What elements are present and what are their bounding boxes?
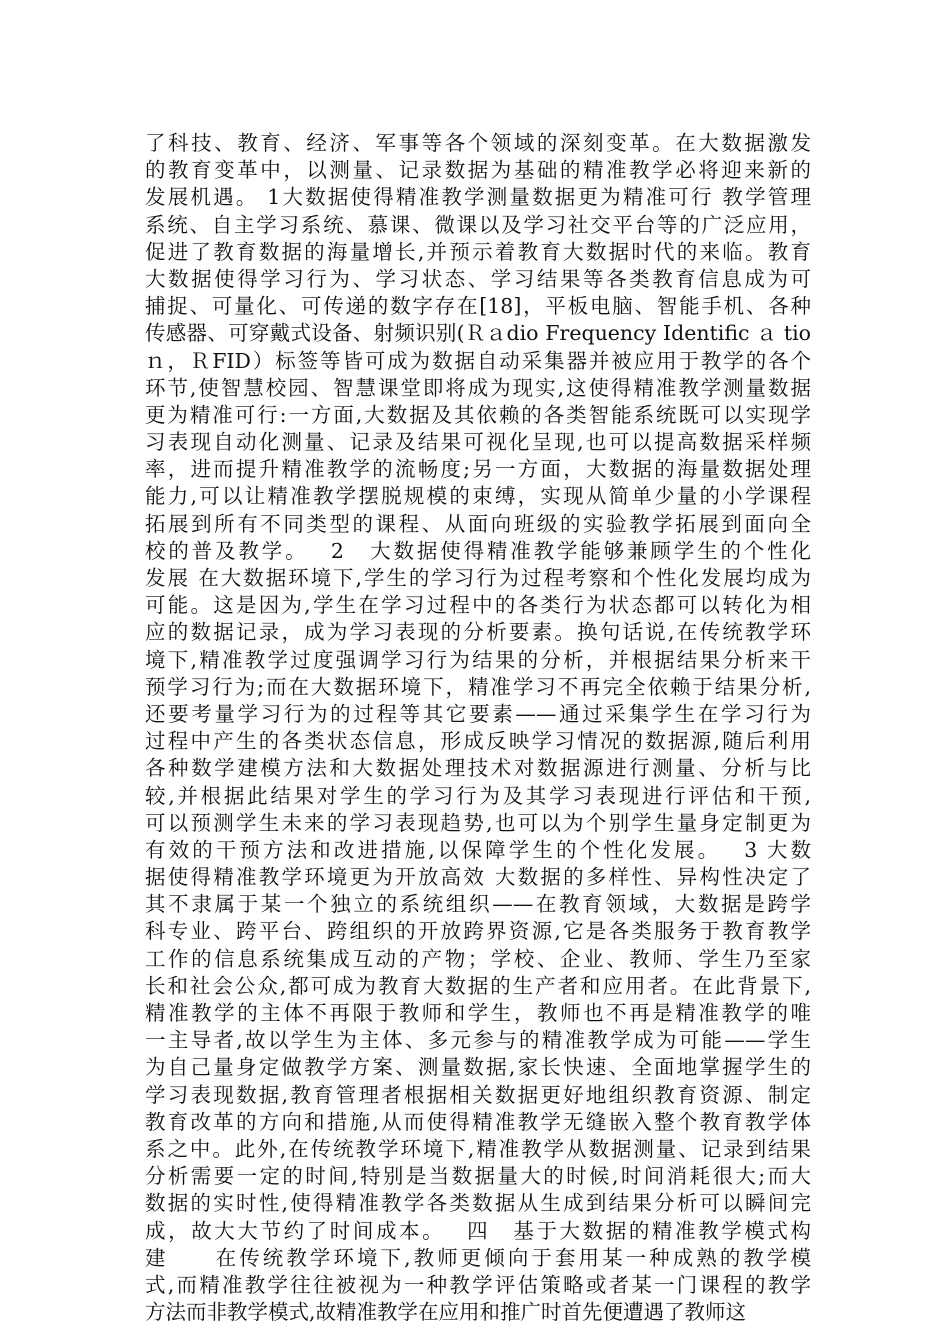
- text-line: 方法而非教学模式,故精准教学在应用和推广时首先便遭遇了教师这: [145, 1300, 747, 1325]
- text-line: 式,而精准教学往往被视为一种教学评估策略或者某一门课程的教学: [145, 1272, 811, 1297]
- text-line: 科专业、跨平台、跨组织的开放跨界资源,它是各类服务于教育教学: [145, 919, 811, 944]
- text-line: 传感器、可穿戴式设备、射频识别(Ｒａdio Frequency Identific ａ tio: [145, 321, 811, 346]
- text-line: 系之中。此外,在传统教学环境下,精准教学从数据测量、记录到结果: [145, 1136, 811, 1161]
- body-text: [145, 130, 811, 1326]
- text-line: 一主导者,故以学生为主体、多元参与的精准教学成为可能——学生: [145, 1028, 811, 1053]
- text-line: 可能。这是因为,学生在学习过程中的各类行为状态都可以转化为相: [145, 593, 811, 618]
- text-line: 发展机遇。 1大数据使得精准教学测量数据更为精准可行 教学管理: [145, 185, 811, 210]
- text-line: 捕捉、可量化、可传递的数字存在[18]，平板电脑、智能手机、各种: [145, 294, 811, 319]
- text-line: 系统、自主学习系统、慕课、微课以及学习社交平台等的广泛应用，: [145, 212, 811, 237]
- text-line: 率，进而提升精准教学的流畅度;另一方面，大数据的海量数据处理: [145, 457, 811, 482]
- text-line: 了科技、教育、经济、军事等各个领域的深刻变革。在大数据激发: [145, 131, 811, 155]
- text-line: 过程中产生的各类状态信息，形成反映学习情况的数据源,随后利用: [145, 729, 811, 754]
- text-line: 据使得精准教学环境更为开放高效 大数据的多样性、异构性决定了: [145, 865, 811, 890]
- text-line: 教育改革的方向和措施,从而使得精准教学无缝嵌入整个教育教学体: [145, 1109, 811, 1134]
- text-line: 预学习行为;而在大数据环境下，精准学习不再完全依赖于结果分析,: [145, 674, 811, 699]
- text-line: 应的数据记录，成为学习表现的分析要素。换句话说,在传统教学环: [145, 620, 811, 645]
- text-line: 建 在传统教学环境下,教师更倾向于套用某一种成熟的教学模: [145, 1245, 811, 1270]
- text-line: 的教育变革中，以测量、记录数据为基础的精准教学必将迎来新的: [145, 158, 811, 183]
- text-line: 校的普及教学。 2 大数据使得精准教学能够兼顾学生的个性化: [145, 538, 811, 563]
- text-line: ｎ，ＲFID）标签等皆可成为数据自动采集器并被应用于教学的各个: [145, 348, 811, 373]
- text-line: 长和社会公众,都可成为教育大数据的生产者和应用者。在此背景下,: [145, 973, 811, 998]
- text-line: 环节,使智慧校园、智慧课堂即将成为现实,这使得精准教学测量数据: [145, 375, 811, 400]
- text-line: 大数据使得学习行为、学习状态、学习结果等各类教育信息成为可: [145, 266, 811, 291]
- text-line: 可以预测学生未来的学习表现趋势,也可以为个别学生量身定制更为: [145, 810, 811, 835]
- text-line: 成，故大大节约了时间成本。 四 基于大数据的精准教学模式构: [145, 1218, 811, 1243]
- text-line: 为自己量身定做教学方案、测量数据,家长快速、全面地掌握学生的: [145, 1055, 811, 1080]
- text-line: 分析需要一定的时间,特别是当数据量大的时候,时间消耗很大;而大: [145, 1164, 811, 1189]
- text-line: 较,并根据此结果对学生的学习行为及其学习表现进行评估和干预,: [145, 783, 811, 808]
- text-line: 拓展到所有不同类型的课程、从面向班级的实验教学拓展到面向全: [145, 511, 811, 536]
- text-line: 更为精准可行:一方面,大数据及其依赖的各类智能系统既可以实现学: [145, 402, 811, 427]
- text-line: 工作的信息系统集成互动的产物；学校、企业、教师、学生乃至家: [145, 946, 811, 971]
- text-line: 其不隶属于某一个独立的系统组织——在教育领域，大数据是跨学: [145, 892, 811, 917]
- text-line: 有效的干预方法和改进措施,以保障学生的个性化发展。 3 大数: [145, 837, 811, 862]
- text-line: 精准教学的主体不再限于教师和学生，教师也不再是精准教学的唯: [145, 1001, 811, 1025]
- text-line: 数据的实时性,使得精准教学各类数据从生成到结果分析可以瞬间完: [145, 1191, 811, 1216]
- text-line: 学习表现数据,教育管理者根据相关数据更好地组织教育资源、制定: [145, 1082, 811, 1107]
- text-line: 能力,可以让精准教学摆脱规模的束缚，实现从简单少量的小学课程: [145, 484, 811, 509]
- text-line: 发展 在大数据环境下,学生的学习行为过程考察和个性化发展均成为: [145, 566, 811, 590]
- text-line: 习表现自动化测量、记录及结果可视化呈现,也可以提高数据采样频: [145, 430, 811, 455]
- text-line: 还要考量学习行为的过程等其它要素——通过采集学生在学习行为: [145, 701, 811, 726]
- text-line: 促进了教育数据的海量增长,并预示着教育大数据时代的来临。教育: [145, 239, 811, 264]
- text-line: 境下,精准教学过度强调学习行为结果的分析，并根据结果分析来干: [145, 647, 811, 672]
- text-line: 各种数学建模方法和大数据处理技术对数据源进行测量、分析与比: [145, 756, 811, 781]
